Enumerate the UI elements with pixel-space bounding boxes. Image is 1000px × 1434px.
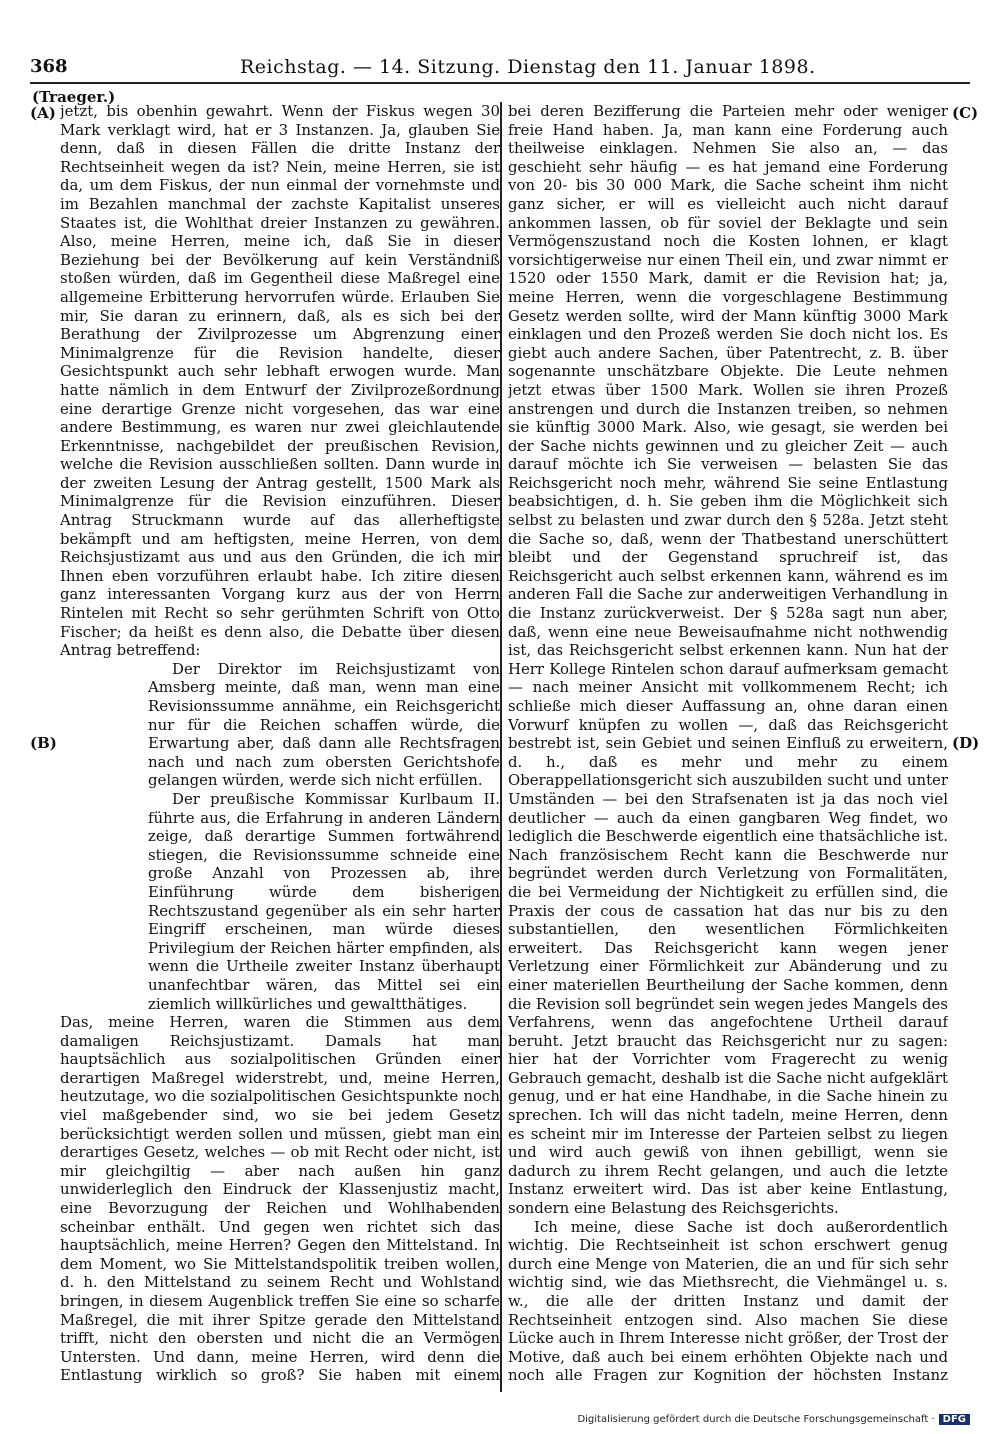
dfg-logo: DFG bbox=[939, 1414, 970, 1425]
page-number: 368 bbox=[30, 56, 68, 77]
left-paragraph-1: jetzt, bis obenhin gewahrt. Wenn der Fiskus wegen 30 Mark verklagt wird, hat er 3 Instanzen. Ja, glauben Sie denn, daß in diesen Fällen die dritte Instanz der Rechtseinheit wegen da ist? Nein, meine Herren, sie ist da, um dem Fiskus, der nun einmal der vornehmste und im Bezahlen manchmal der zachste Kapitalist unseres Staates ist, die Wohlthat dreier Instanzen zu gewähren. Also, meine Herren, meine ich, daß Sie in dieser Beziehung bei der Bevölkerung auf kein Verständniß stoßen würden, daß im Gegentheil diese Maßregel eine allgemeine Erbitterung hervorrufen würde. Erlauben Sie mir, Sie daran zu erinnern, daß, als es sich bei der Berathung der Zivilprozesse um Abgrenzung einer Minimalgrenze für die Revision handelte, dieser Gesichtspunkt auch sehr lebhaft erwogen wurde. Man hatte nämlich in dem Entwurf der Zivilprozeßordnung eine derartige Grenze nicht vorgesehen, das war eine andere Bestimmung, es waren nur zwei gleichlautende Erkenntnisse, nachgebildet der preußischen Revision, welche die Revision ausschließen sollten. Dann wurde in der zweiten Lesung der Antrag gestellt, 1500 Mark als Minimalgrenze für die Revision einzuführen. Dieser Antrag Struckmann wurde auf das allerheftigste bekämpft und am heftigsten, meine Herren, von dem Reichsjustizamt aus und aus den Gründen, die ich mir Ihnen eben vorzuführen erlaubt habe. Ich zitire diesen ganz interessanten Vorgang kurz aus der von Herrn Rintelen mit Recht so sehr gerühmten Schrift von Otto Fischer; da heißt es denn also, die Debatte über diesen Antrag betreffend: bbox=[60, 102, 500, 660]
column-divider bbox=[500, 102, 502, 1392]
margin-marker-a: (A) bbox=[30, 104, 56, 122]
margin-marker-d: (D) bbox=[952, 734, 980, 752]
right-column bbox=[508, 102, 948, 1384]
header-rule bbox=[30, 82, 970, 84]
footer-credit: Digitalisierung gefördert durch die Deutsche Forschungsgemeinschaft · bbox=[577, 1414, 935, 1425]
left-column bbox=[60, 102, 500, 1384]
right-paragraph-1: bei deren Bezifferung die Parteien mehr oder weniger freie Hand haben. Ja, man kann eine Forderung auch theilweise einklagen. Nehmen Sie also an, — das geschieht sehr häufig — es hat jemand eine Forderung von 20- bis 30 000 Mark, die Sache scheint ihm nicht ganz sicher, er will es vielleicht auch nicht darauf ankommen lassen, ob für soviel der Beklagte und sein Vermögenszustand noch die Kosten lohnen, er klagt vorsichtigerweise nur einen Theil ein, und zwar nimmt er 1520 oder 1550 Mark, damit er die Revision hat; ja, meine Herren, wenn die vorgeschlagene Bestimmung Gesetz werden sollte, wird der Mann künftig 3000 Mark einklagen und den Prozeß werden Sie doch nicht los. Es giebt auch andere Sachen, über Patentrecht, z. B. über sogenannte unschätzbare Objekte. Die Leute nehmen jetzt etwas über 1500 Mark. Wollen sie ihren Prozeß anstrengen und durch die Instanzen treiben, so nehmen sie künftig 3000 Mark. Also, wie gesagt, sie werden bei der Sache nichts gewinnen und zu gleicher Zeit — auch darauf möchte ich Sie verweisen — belasten Sie das Reichsgericht noch mehr, während Sie seine Entlastung beabsichtigen, d. h. Sie geben ihm die Möglichkeit sich selbst zu belasten und zwar durch den § 528a. Jetzt steht die Sache so, daß, wenn der Thatbestand unerschüttert bleibt und der Gegenstand spruchreif ist, das Reichsgericht auch selbst erkennen kann, während es im anderen Fall die Sache zur anderweitigen Verhandlung in die Instanz zurückverweist. Der § 528a sagt nun aber, daß, wenn eine neue Beweisaufnahme nicht nothwendig ist, das Reichsgericht selbst erkennen kann. Nun hat der Herr Kollege Rintelen schon darauf aufmerksam gemacht — nach meiner Ansicht mit vollkommenem Recht; ich schließe mich dieser Auffassung an, ohne daran einen Vorwurf knüpfen zu wollen —, daß das Reichsgericht bestrebt ist, sein Gebiet und seinen Einfluß zu erweitern, d. h., daß es mehr und mehr zu einem Oberappellationsgericht sich auszubilden sucht und unter Umständen — bei den Strafsenaten ist ja das noch viel deutlicher — auch da einen gangbaren Weg findet, wo lediglich die Beschwerde eigentlich eine thatsächliche ist. Nach französischem Recht kann die Beschwerde nur begründet werden durch Verletzung von Formalitäten, die bei Vermeidung der Nichtigkeit zu erfüllen sind, die Praxis der cous de cassation hat das nur bis zu den substantiellen, den wesentlichen Förmlichkeiten erweitert. Das Reichsgericht kann wegen jener Verletzung einer Förmlichkeit zur Abänderung und zu einer materiellen Beurtheilung der Sache kommen, denn die Revision soll begründet sein wegen jedes Mangels des Verfahrens, wenn das angefochtene Urtheil darauf beruht. Jetzt braucht das Reichsgericht nur zu sagen: hier hat der Vorrichter vom Fragerecht zu wenig Gebrauch gemacht, deshalb ist die Sache nicht aufgeklärt genug, und er hat eine Handhabe, in die Sache hinein zu sprechen. Ich will das nicht tadeln, meine Herren, denn es scheint mir im Interesse der Parteien selbst zu liegen und wird auch gewiß von ihnen gebilligt, wenn sie dadurch zu ihrem Recht gelangen, und auch die letzte Instanz erweitert wird. Das ist aber keine Entlastung, sondern eine Belastung des Reichsgerichts. bbox=[508, 102, 948, 1218]
running-title: Reichstag. — 14. Sitzung. Dienstag den 11. Januar 1898. bbox=[240, 56, 816, 78]
margin-marker-c: (C) bbox=[952, 104, 979, 122]
right-paragraph-2: Ich meine, diese Sache ist doch außerordentlich wichtig. Die Rechtseinheit ist schon erschwert genug durch eine Menge von Materien, die an und für sich sehr wichtig sind, wie das Miethsrecht, die Viehmängel u. s. w., die alle der dritten Instanz und damit der Rechtseinheit entzogen sind. Also machen Sie diese Lücke auch in Ihrem Interesse nicht größer, der Trost der Motive, daß auch bei einem erhöhten Objekte nach und noch alle Fragen zur Kognition der höchsten Instanz bbox=[508, 1217, 948, 1384]
speaker-label: (Traeger.) bbox=[32, 88, 116, 106]
left-quote-1: Der Direktor im Reichsjustizamt von Amsberg meinte, daß man, wenn man eine Revisionssumme annähme, ein Reichsgericht nur für die Reichen schaffen würde, die Erwartung aber, daß dann alle Rechtsfragen nach und nach zum obersten Gerichtshofe gelangen würden, werde sich nicht erfüllen. bbox=[148, 659, 500, 790]
page-header bbox=[30, 54, 970, 82]
left-paragraph-2: Das, meine Herren, waren die Stimmen aus dem damaligen Reichsjustizamt. Damals hat man hauptsächlich aus sozialpolitischen Gründen einer derartigen Maßregel widerstrebt, und, meine Herren, heutzutage, wo die sozialpolitischen Gesichtspunkte noch viel maßgebender sind, wo sie bei jedem Gesetz berücksichtigt werden sollen und müssen, giebt man ein derartiges Gesetz, welches — ob mit Recht oder nicht, ist mir gleichgiltig — aber nach außen hin ganz unwiderleglich den Eindruck der Klassenjustiz macht, eine Bevorzugung der Reichen und Wohlhabenden scheinbar enthält. Und gegen wen richtet sich das hauptsächlich, meine Herren? Gegen den Mittelstand. In dem Moment, wo Sie Mittelstandspolitik treiben wollen, d. h. den Mittelstand zu seinem Recht und Wohlstand bringen, in diesem Augenblick treffen Sie eine so scharfe Maßregel, die mit ihrer Spitze gerade den Mittelstand trifft, nicht den obersten und nicht die an Vermögen Untersten. Und dann, meine Herren, wird denn die Entlastung wirklich so groß? Sie haben mit einem bbox=[60, 1013, 500, 1384]
margin-marker-b: (B) bbox=[30, 734, 57, 752]
page-footer bbox=[577, 1414, 970, 1425]
left-quote-2: Der preußische Kommissar Kurlbaum II. führte aus, die Erfahrung in anderen Ländern zeige, daß derartige Summen fortwährend stiegen, die Revisionssumme schneide eine große Anzahl von Prozessen ab, ihre Einführung würde dem bisherigen Rechtszustand gegenüber als ein sehr harter Eingriff erscheinen, man würde dieses Privilegium der Reichen härter empfinden, als wenn die Urtheile zweiter Instanz überhaupt unanfechtbar wären, das Mittel sei ein ziemlich willkürliches und gewaltthätiges. bbox=[148, 789, 500, 1013]
